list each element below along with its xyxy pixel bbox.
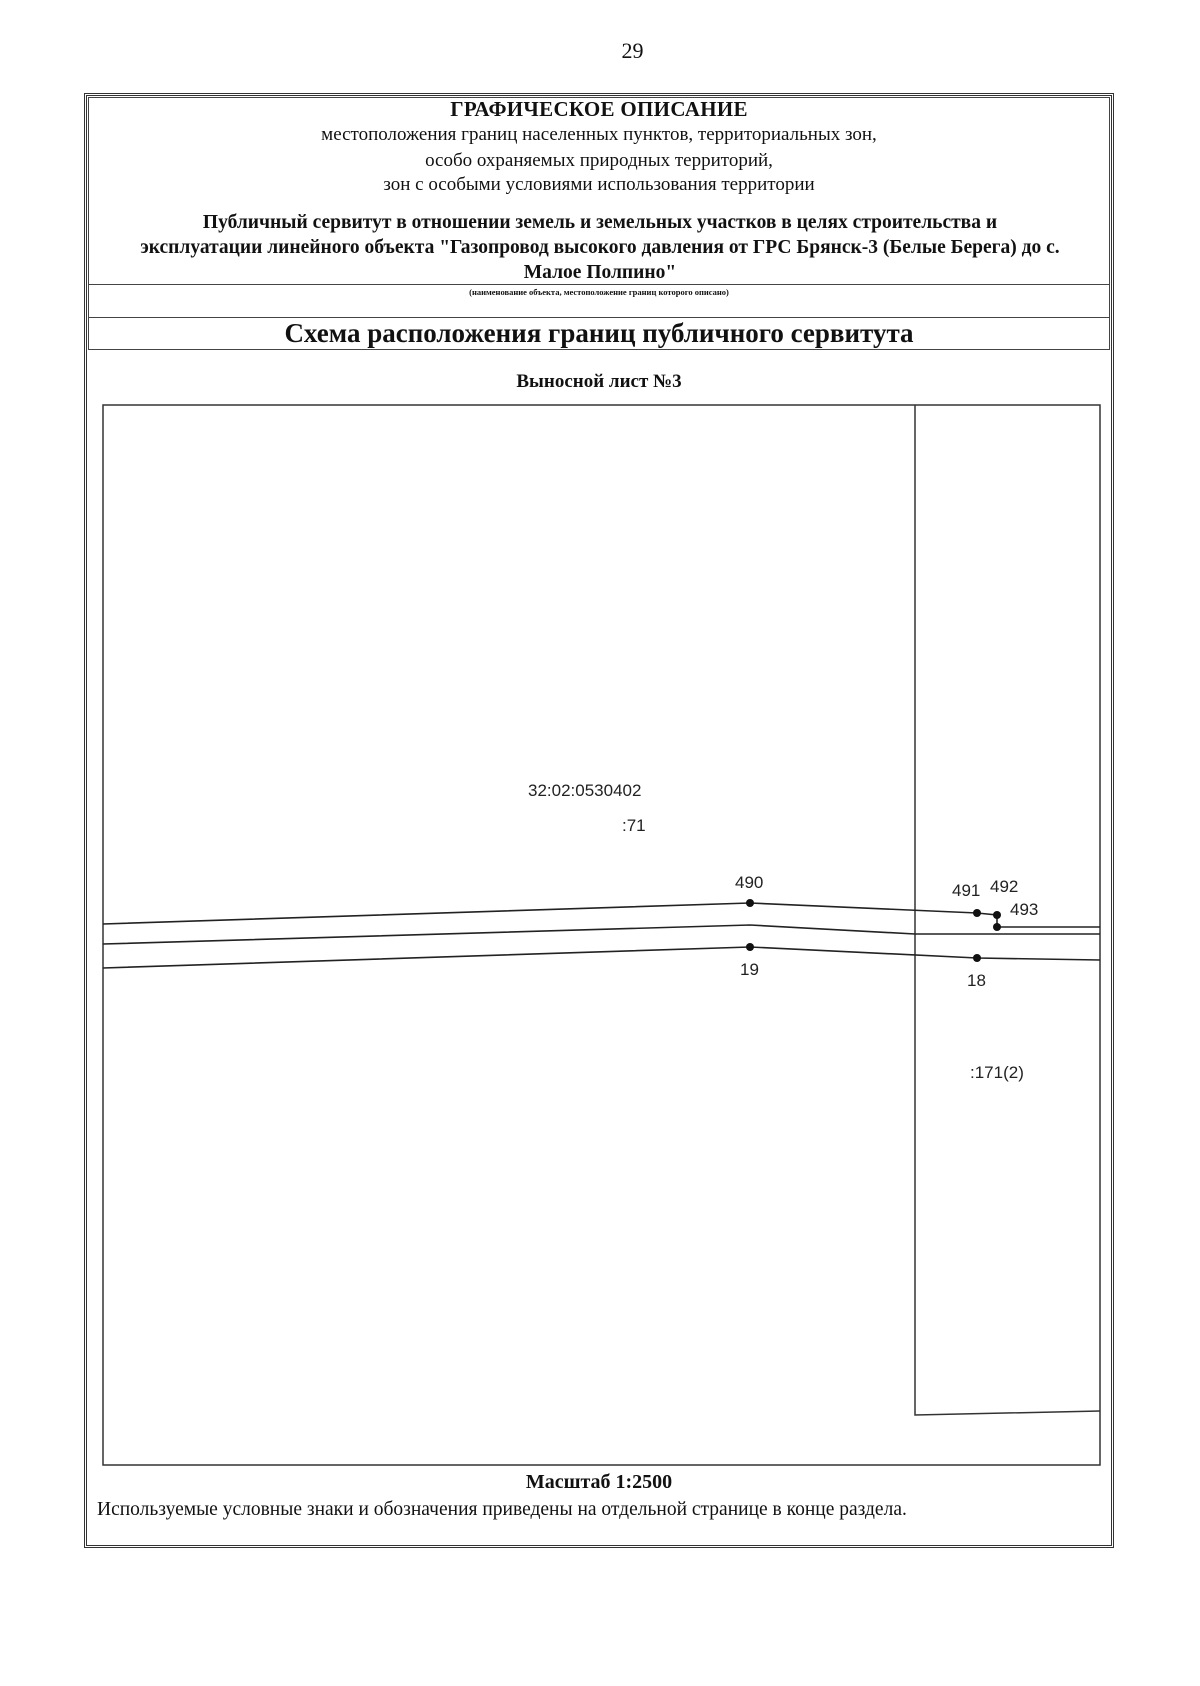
sheet-title: Выносной лист №3 xyxy=(516,371,682,392)
parcel-71-label: :71 xyxy=(622,816,646,835)
point-491-marker xyxy=(973,909,981,917)
object-description: Публичный сервитут в отношении земель и земельных участков в целях строительства и эксплуатации линейного объекта "Газопровод высокого давления от ГРС Брянск-3 (Белые Берега) до с. Малое Полпино" xyxy=(140,212,1060,283)
servitude-boundary-south xyxy=(103,947,1100,968)
parcel-171-boundary xyxy=(915,405,1100,1415)
point-490-marker xyxy=(746,899,754,907)
point-492-marker xyxy=(993,911,1001,919)
point-490-label: 490 xyxy=(735,873,764,892)
point-18-label: 18 xyxy=(967,971,986,990)
point-492-label: 492 xyxy=(990,877,1019,896)
scale-label: Масштаб 1:2500 xyxy=(525,1471,673,1493)
point-493-label: 493 xyxy=(1010,900,1039,919)
subtitle-line-3: зон с особыми условиями использования территории xyxy=(383,174,815,195)
scheme-title: Схема расположения границ публичного сервитута xyxy=(284,318,914,348)
servitude-boundary-north xyxy=(103,903,1100,927)
document-title: ГРАФИЧЕСКОЕ ОПИСАНИЕ xyxy=(450,97,748,121)
subtitle-line-1: местоположения границ населенных пунктов, территориальных зон, xyxy=(321,124,877,145)
quarter-label: 32:02:0530402 xyxy=(528,781,642,800)
point-19-marker xyxy=(746,943,754,951)
page-number: 29 xyxy=(621,38,644,63)
point-19-label: 19 xyxy=(740,960,759,979)
point-18-marker xyxy=(973,954,981,962)
legend-note: Используемые условные знаки и обозначения приведены на отдельной странице в конце раздела. xyxy=(97,1499,907,1520)
point-493-marker xyxy=(993,923,1001,931)
parcel-171-label: :171(2) xyxy=(970,1063,1024,1082)
naming-caption: (наименование объекта, местоположение границ которого описано) xyxy=(469,287,729,297)
map-frame xyxy=(103,405,1100,1465)
subtitle-line-2: особо охраняемых природных территорий, xyxy=(425,150,773,171)
pipeline-axis-line xyxy=(103,925,1100,944)
point-491-label: 491 xyxy=(952,881,981,900)
